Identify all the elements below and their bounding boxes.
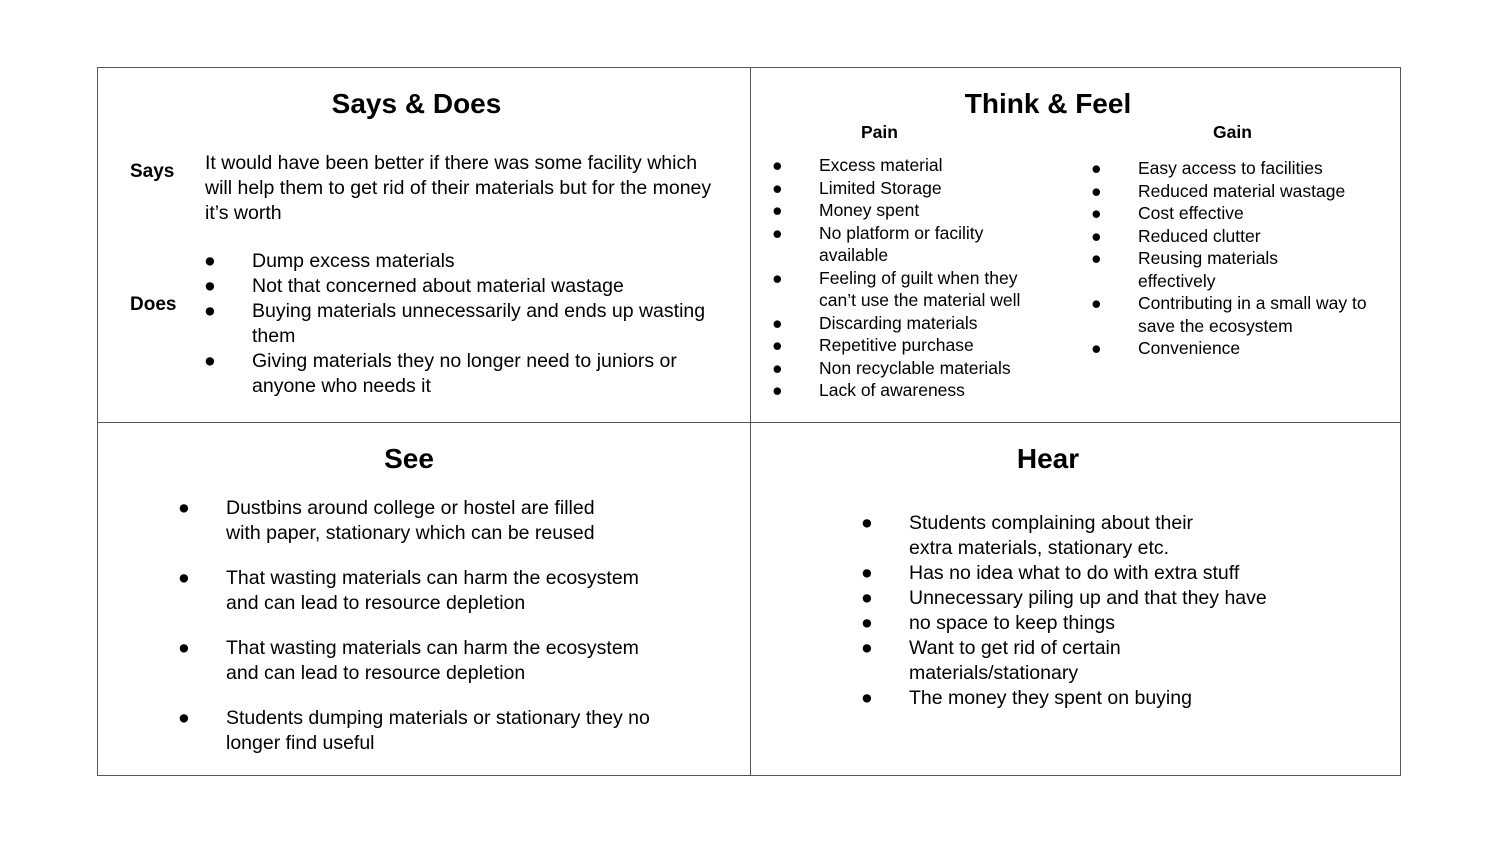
bullet-icon: ● (772, 222, 783, 243)
bullet-icon: ● (861, 687, 873, 709)
list-item: ● Non recyclable materials (772, 357, 1011, 378)
list-item: ● no space to keep things (861, 612, 1115, 634)
list-item: ● Unnecessary piling up and that they have (861, 587, 1267, 609)
list-item: ● The money they spent on buying (861, 687, 1192, 709)
list-item: ● Dustbins around college or hostel are filled with paper, stationary which can be reused (178, 497, 595, 544)
says-label: Says (130, 161, 175, 182)
list-item: ● Students complaining about their extra materials, stationary etc. (861, 512, 1194, 559)
bullet-icon: ● (772, 267, 783, 288)
hear-title: Hear (1016, 443, 1080, 474)
list-item: ● Want to get rid of certain materials/stationary (861, 637, 1121, 684)
list-item: ● Reusing materials effectively (1091, 248, 1279, 291)
bullet-icon: ● (178, 497, 190, 519)
bullet-icon: ● (861, 587, 873, 609)
bullet-icon: ● (772, 177, 783, 198)
bullet-icon: ● (1091, 203, 1102, 223)
list-item: ● Reduced clutter (1091, 225, 1261, 246)
list-item: ● Feeling of guilt when they can’t use the material well (772, 267, 1021, 310)
list-item: ● That wasting materials can harm the ecosystem and can lead to resource depletion (178, 637, 639, 684)
does-label: Does (130, 294, 177, 315)
see-list (178, 496, 658, 756)
gain-label: Gain (1213, 122, 1252, 142)
see-title: See (384, 443, 434, 474)
list-item: ● Repetitive purchase (772, 335, 974, 355)
list-item: ● Easy access to facilities (1091, 158, 1323, 178)
list-item: ● Contributing in a small way to save the ecosystem (1091, 293, 1367, 336)
says-does-title: Says & Does (331, 88, 502, 119)
think-feel-title: Think & Feel (964, 88, 1132, 119)
bullet-icon: ● (772, 312, 783, 333)
bullet-icon: ● (861, 512, 873, 534)
list-item: ● Lack of awareness (772, 380, 965, 400)
does-list (204, 249, 734, 399)
bullet-icon: ● (772, 155, 783, 175)
think-feel-quadrant (751, 68, 1402, 422)
hear-quadrant (751, 423, 1402, 777)
bullet-icon: ● (861, 562, 873, 584)
bullet-icon: ● (204, 275, 216, 297)
bullet-icon: ● (178, 637, 190, 659)
list-item: ● Convenience (1091, 338, 1241, 358)
bullet-icon: ● (204, 350, 216, 372)
hear-list (861, 511, 1331, 711)
bullet-icon: ● (1091, 225, 1102, 246)
pain-label: Pain (861, 122, 898, 142)
bullet-icon: ● (861, 637, 873, 659)
pain-list (772, 154, 1057, 402)
bullet-icon: ● (772, 200, 783, 220)
see-quadrant (98, 423, 750, 777)
list-item: ● Students dumping materials or stationary they no longer find useful (178, 707, 650, 754)
list-item: ● Dump excess materials (204, 250, 455, 272)
bullet-icon: ● (1091, 180, 1102, 201)
bullet-icon: ● (772, 357, 783, 378)
list-item: ● Not that concerned about material wastage (204, 275, 624, 297)
bullet-icon: ● (178, 567, 190, 589)
list-item: ● Giving materials they no longer need to juniors or anyone who needs it (204, 350, 677, 397)
bullet-icon: ● (178, 707, 190, 729)
list-item: ● Discarding materials (772, 312, 978, 333)
says-does-quadrant (98, 68, 750, 422)
bullet-icon: ● (1091, 293, 1102, 313)
list-item: ● Reduced material wastage (1091, 180, 1346, 201)
list-item: ● Buying materials unnecessarily and ends up wasting them (204, 300, 706, 347)
bullet-icon: ● (204, 250, 216, 272)
bullet-icon: ● (1091, 338, 1102, 358)
bullet-icon: ● (772, 335, 783, 355)
bullet-icon: ● (204, 300, 216, 322)
list-item: ● No platform or facility available (772, 222, 984, 265)
bullet-icon: ● (1091, 158, 1102, 178)
list-item: ● Limited Storage (772, 177, 942, 198)
list-item: ● Money spent (772, 200, 920, 220)
list-item: ● That wasting materials can harm the ecosystem and can lead to resource depletion (178, 567, 639, 614)
list-item: ● Has no idea what to do with extra stuff (861, 562, 1240, 584)
bullet-icon: ● (861, 612, 873, 634)
empathy-map (97, 67, 1401, 776)
gain-list (1091, 157, 1371, 360)
says-text: It would have been better if there was some facility which will help them to get rid of their materials but for the money it’s worth (205, 152, 712, 224)
list-item: ● Cost effective (1091, 203, 1244, 223)
list-item: ● Excess material (772, 155, 943, 175)
bullet-icon: ● (772, 380, 783, 400)
bullet-icon: ● (1091, 248, 1102, 268)
